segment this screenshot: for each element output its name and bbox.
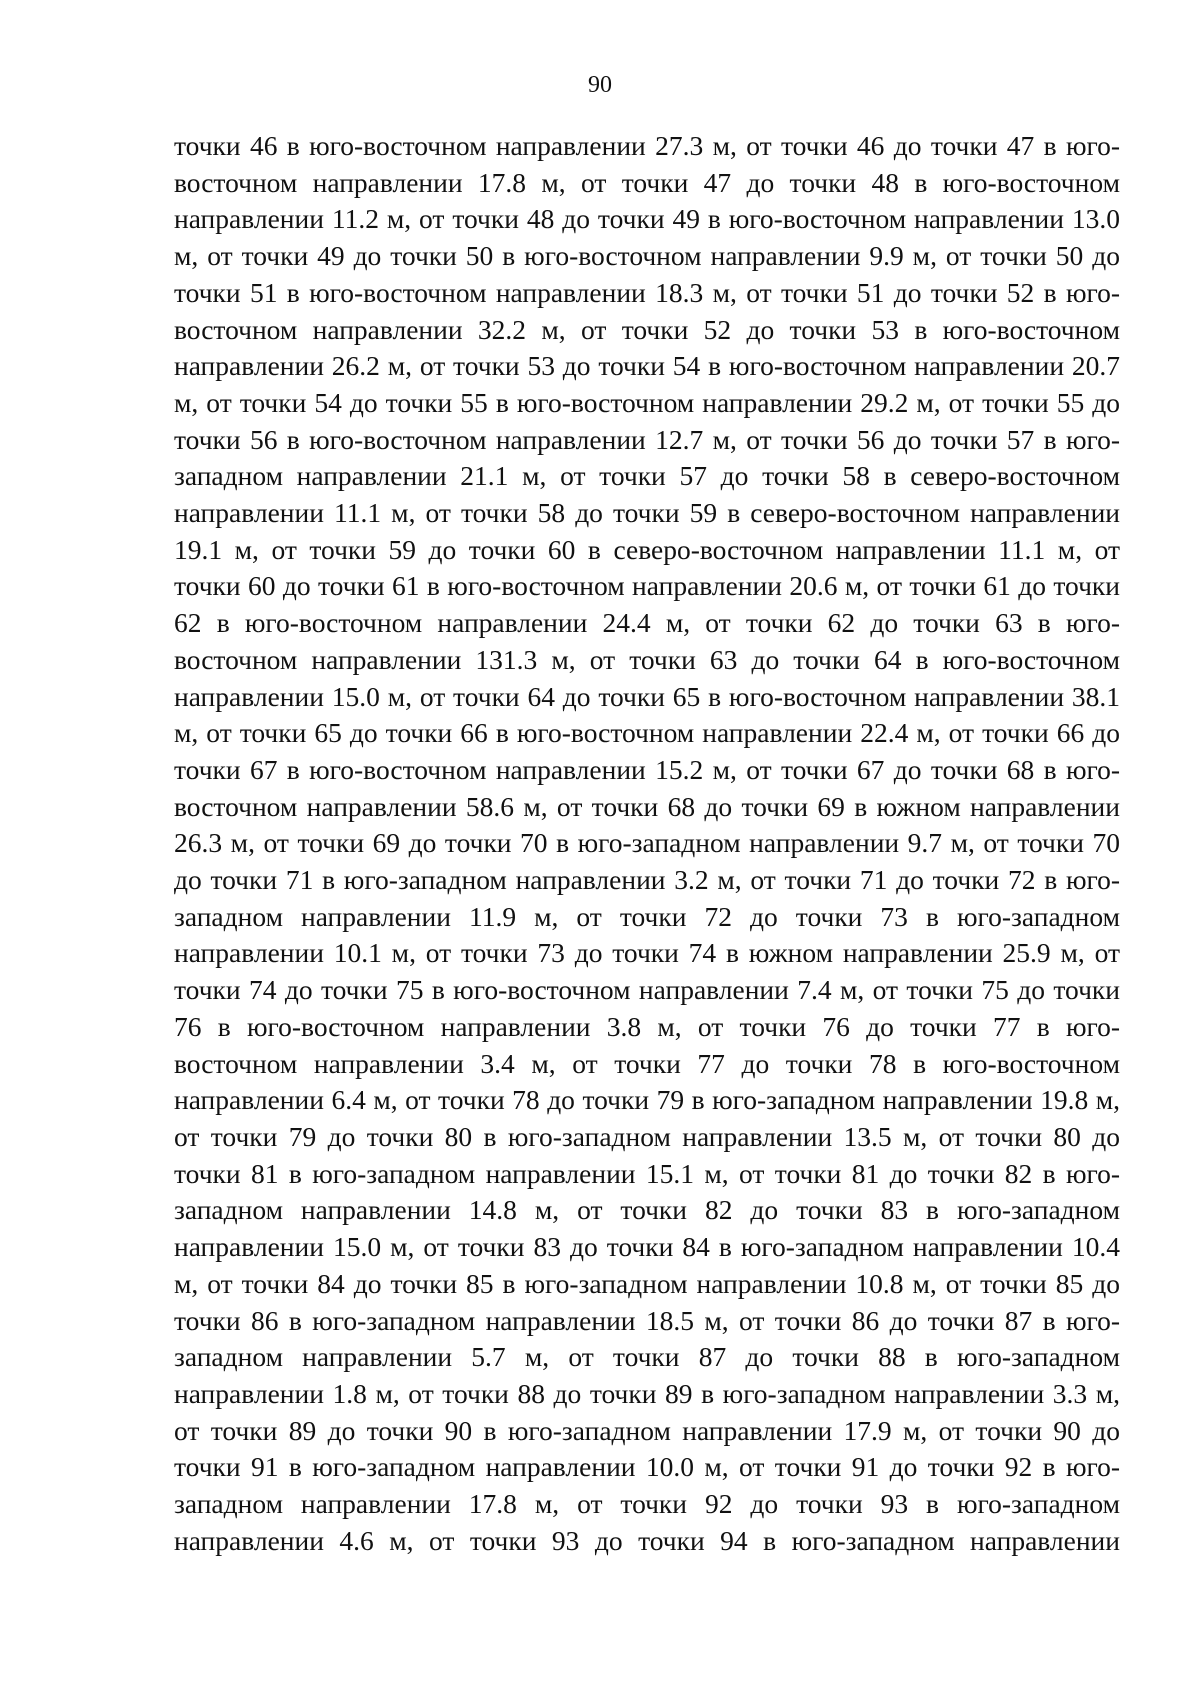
page-number: 90 [588,72,612,98]
body-paragraph: точки 46 в юго-восточном направлении 27.3 м, от точки 46 до точки 47 в юго-восточном направлении 17.8 м, от точки 47 до точки 48 в юго-восточном направлении 11.2 м, от точки 48 до точки 49 в юго-восточном направлении 13.0 м, от точки 49 до точки 50 в юго-восточном направлении 9.9 м, от точки 50 до точки 51 в юго-восточном направлении 18.3 м, от точки 51 до точки 52 в юго-восточном направлении 32.2 м, от точки 52 до точки 53 в юго-восточном направлении 26.2 м, от точки 53 до точки 54 в юго-восточном направлении 20.7 м, от точки 54 до точки 55 в юго-восточном направлении 29.2 м, от точки 55 до точки 56 в юго-восточном направлении 12.7 м, от точки 56 до точки 57 в юго-западном направлении 21.1 м, от точки 57 до точки 58 в северо-восточном направлении 11.1 м, от точки 58 до точки 59 в северо-восточном направлении 19.1 м, от точки 59 до точки 60 в северо-восточном направлении 11.1 м, от точки 60 до точки 61 в юго-восточном направлении 20.6 м, от точки 61 до точки 62 в юго-восточном направлении 24.4 м, от точки 62 до точки 63 в юго-восточном направлении 131.3 м, от точки 63 до точки 64 в юго-восточном направлении 15.0 м, от точки 64 до точки 65 в юго-восточном направлении 38.1 м, от точки 65 до точки 66 в юго-восточном направлении 22.4 м, от точки 66 до точки 67 в юго-восточном направлении 15.2 м, от точки 67 до точки 68 в юго-восточном направлении 58.6 м, от точки 68 до точки 69 в южном направлении 26.3 м, от точки 69 до точки 70 в юго-западном направлении 9.7 м, от точки 70 до точки 71 в юго-западном направлении 3.2 м, от точки 71 до точки 72 в юго-западном направлении 11.9 м, от точки 72 до точки 73 в юго-западном направлении 10.1 м, от точки 73 до точки 74 в южном направлении 25.9 м, от точки 74 до точки 75 в юго-восточном направлении 7.4 м, от точки 75 до точки 76 в юго-восточном направлении 3.8 м, от точки 76 до точки 77 в юго-восточном направлении 3.4 м, от точки 77 до точки 78 в юго-восточном направлении 6.4 м, от точки 78 до точки 79 в юго-западном направлении 19.8 м, от точки 79 до точки 80 в юго-западном направлении 13.5 м, от точки 80 до точки 81 в юго-западном направлении 15.1 м, от точки 81 до точки 82 в юго-западном направлении 14.8 м, от точки 82 до точки 83 в юго-западном направлении 15.0 м, от точки 83 до точки 84 в юго-западном направлении 10.4 м, от точки 84 до точки 85 в юго-западном направлении 10.8 м, от точки 85 до точки 86 в юго-западном направлении 18.5 м, от точки 86 до точки 87 в юго-западном направлении 5.7 м, от точки 87 до точки 88 в юго-западном направлении 1.8 м, от точки 88 до точки 89 в юго-западном направлении 3.3 м, от точки 89 до точки 90 в юго-западном направлении 17.9 м, от точки 90 до точки 91 в юго-западном направлении 10.0 м, от точки 91 до точки 92 в юго-западном направлении 17.8 м, от точки 92 до точки 93 в юго-западном направлении 4.6 м, от точки 93 до точки 94 в юго-западном направлении [174,130,1120,1556]
